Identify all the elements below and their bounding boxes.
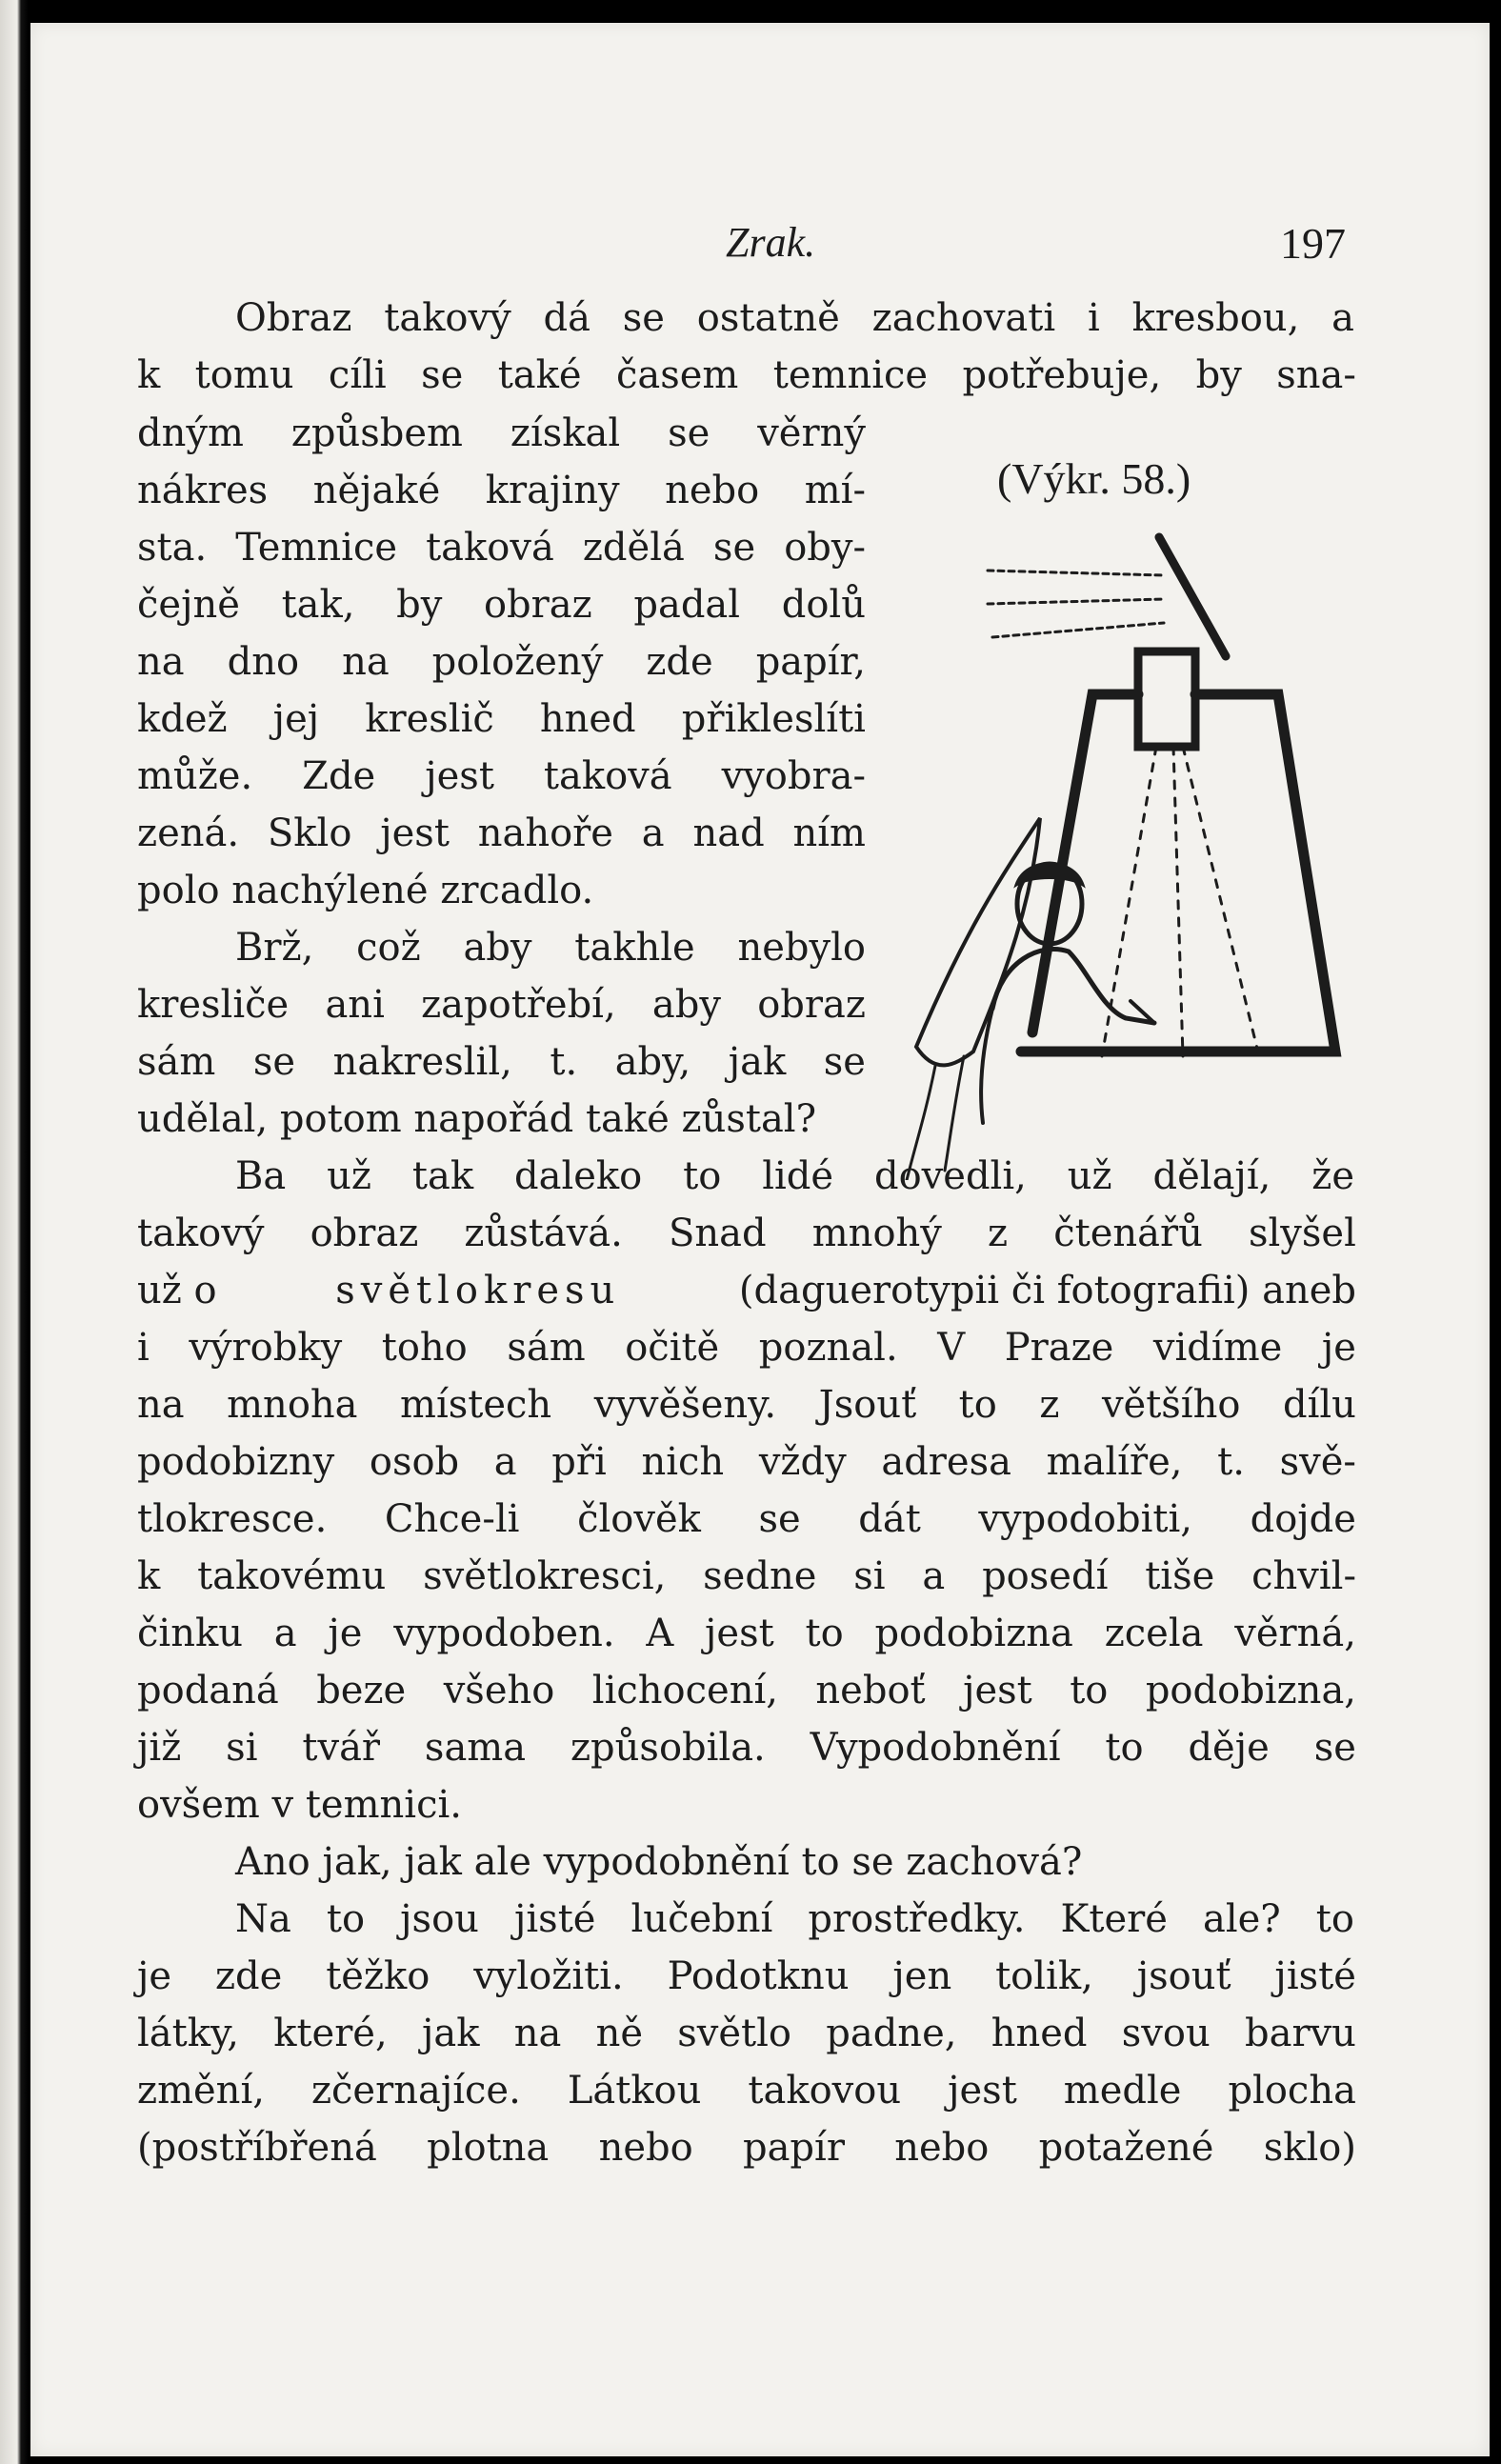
word: Praze [1004, 1326, 1114, 1370]
word: změní, [137, 2069, 265, 2113]
word: hned [539, 697, 636, 741]
word: nakreslil, [332, 1040, 512, 1084]
word: je [328, 1612, 363, 1655]
word: obraz [757, 983, 866, 1027]
light-ray-line [992, 623, 1164, 637]
word: posedí [982, 1554, 1109, 1598]
word: takový [384, 296, 511, 340]
text-line [137, 1492, 1356, 1546]
text-line [137, 1207, 1356, 1260]
word: jest [380, 811, 450, 855]
word: se [668, 411, 710, 455]
word: daleko [513, 1154, 643, 1198]
word: mí- [804, 469, 866, 512]
word: při [551, 1440, 607, 1484]
word: i [137, 1326, 150, 1370]
word: temnice [772, 353, 929, 397]
word: mnohý [811, 1212, 942, 1255]
word: padal [633, 583, 741, 627]
word: padne, [826, 2012, 957, 2055]
projection-ray [1173, 747, 1183, 1056]
word: obraz [483, 583, 592, 627]
text-line [235, 1893, 1354, 1946]
word: nějaké [312, 469, 441, 512]
word: beze [316, 1669, 407, 1713]
word: na [513, 2012, 562, 2055]
word: a [493, 1440, 517, 1484]
word: Brž, [235, 926, 314, 970]
word: by [396, 583, 443, 627]
word: kresbou, [1131, 296, 1300, 340]
text-line [137, 2064, 1356, 2117]
word: všeho [443, 1669, 555, 1713]
word: prostředky. [808, 1897, 1026, 1941]
word: podobizny [137, 1440, 335, 1484]
text-line [137, 578, 866, 631]
word: to [326, 1897, 366, 1941]
word: plotna [427, 2126, 550, 2170]
word: výrobky [189, 1326, 343, 1370]
text-line [137, 1607, 1356, 1660]
text-line [137, 2121, 1356, 2174]
word: taková [543, 754, 672, 798]
word: děje [1188, 1726, 1270, 1770]
word: jak [728, 1040, 787, 1084]
word: k [137, 353, 161, 397]
word: na [137, 640, 185, 684]
word: a [922, 1554, 946, 1598]
word: neboť [815, 1669, 926, 1713]
word: většího [1101, 1383, 1241, 1427]
word: kresliče [137, 983, 290, 1027]
word: aby [463, 926, 532, 970]
word: že [1311, 1154, 1354, 1198]
word: Které [1060, 1897, 1168, 1941]
word: věrný [757, 411, 866, 455]
word: z [1039, 1383, 1060, 1427]
spaced-term: světlokresu [335, 1269, 621, 1312]
word: už [327, 1154, 371, 1198]
word: již [137, 1726, 182, 1770]
word: sedne [703, 1554, 817, 1598]
word: se [823, 1040, 866, 1084]
word: zdělá [582, 526, 685, 570]
text-line [137, 1321, 1356, 1374]
word: medle [1063, 2069, 1182, 2113]
word: dným [137, 411, 244, 455]
word: může. [137, 754, 253, 798]
word: takhle [574, 926, 695, 970]
word: nad [692, 811, 765, 855]
word: ním [792, 811, 866, 855]
word: dno [227, 640, 300, 684]
word: oby- [784, 526, 866, 570]
word: na [342, 640, 390, 684]
word: tiše [1145, 1554, 1215, 1598]
book-page [30, 23, 1490, 2456]
word: ale? [1202, 1897, 1281, 1941]
word: t. [550, 1040, 578, 1084]
word: světlo [677, 2012, 791, 2055]
text-line [235, 1150, 1354, 1203]
word: cíli [328, 353, 387, 397]
word: Podotknu [667, 1954, 850, 1998]
word: chvil- [1251, 1554, 1356, 1598]
word: Zde [302, 754, 376, 798]
word: Obraz [235, 296, 352, 340]
word: sám [507, 1326, 586, 1370]
word: sna- [1276, 353, 1356, 397]
word: vždy [758, 1440, 847, 1484]
text-line [137, 692, 866, 746]
word: časem [615, 353, 739, 397]
word: sklo) [1263, 2126, 1356, 2170]
word: hned [991, 2012, 1088, 2055]
word: takovému [197, 1554, 387, 1598]
word: si [853, 1554, 886, 1598]
word: vyvěšeny. [593, 1383, 777, 1427]
word: jen [892, 1954, 952, 1998]
projection-ray [1183, 747, 1259, 1056]
word: jisté [513, 1897, 596, 1941]
word: vyobra- [721, 754, 866, 798]
word: k [137, 1554, 161, 1598]
word: (postříbřená [137, 2126, 377, 2170]
word: podaná [137, 1669, 279, 1713]
word: světlokresci, [423, 1554, 667, 1598]
text-line [137, 1721, 1356, 1774]
word: plocha [1228, 2069, 1356, 2113]
word: Snad [669, 1212, 767, 1255]
word: které, [273, 2012, 388, 2055]
word: to [805, 1612, 844, 1655]
mirror-icon [1159, 537, 1226, 656]
word: položený [431, 640, 604, 684]
word: a [641, 811, 665, 855]
word: aby [651, 983, 721, 1027]
word: lučební [630, 1897, 773, 1941]
word: tvář [302, 1726, 381, 1770]
word: tolik, [995, 1954, 1093, 1998]
word: tomu [194, 353, 294, 397]
word: ani [325, 983, 385, 1027]
word: zachovati [871, 296, 1056, 340]
word: dovedli, [873, 1154, 1027, 1198]
word: vypodoben. [393, 1612, 615, 1655]
word: také [497, 353, 582, 397]
text-line [137, 635, 866, 689]
page-number: 197 [1280, 219, 1346, 268]
text-line [137, 349, 1356, 402]
word: jest [425, 754, 494, 798]
word: jsou [400, 1897, 479, 1941]
word: tak [411, 1154, 474, 1198]
word: látky, [137, 2012, 239, 2055]
word: nahoře [477, 811, 613, 855]
word: A [646, 1612, 674, 1655]
word: jej [272, 697, 320, 741]
word: podobizna [874, 1612, 1073, 1655]
word: jest [963, 1669, 1032, 1713]
text-line-with-spaced-word [137, 1264, 1356, 1317]
word: se [712, 526, 756, 570]
word: dolů [781, 583, 866, 627]
word: zapotřebí, [421, 983, 616, 1027]
lens-box-icon [1138, 651, 1195, 747]
word: papír [742, 2126, 845, 2170]
word: nich [641, 1440, 725, 1484]
word: činku [137, 1612, 243, 1655]
word: Vypodobnění [810, 1726, 1061, 1770]
word: Temnice [235, 526, 398, 570]
word: těžko [326, 1954, 430, 1998]
word: se [421, 353, 464, 397]
word: zde [646, 640, 713, 684]
word: lidé [762, 1154, 834, 1198]
word: dát [858, 1497, 921, 1541]
text-line [235, 291, 1354, 345]
word: zůstává. [464, 1212, 623, 1255]
word: čejně [137, 583, 240, 627]
word: jisté [1274, 1954, 1356, 1998]
word: kreslič [365, 697, 494, 741]
word: to [958, 1383, 997, 1427]
word: zčernajíce. [310, 2069, 521, 2113]
word: mnoha [227, 1383, 358, 1427]
word: nákres [137, 469, 269, 512]
text-line [137, 750, 866, 803]
word: aby, [614, 1040, 691, 1084]
word: nebo [665, 469, 760, 512]
word: se [622, 296, 665, 340]
word: lichocení, [591, 1669, 778, 1713]
word: dojde [1250, 1497, 1356, 1541]
text-line [137, 978, 866, 1032]
word: člověk [577, 1497, 701, 1541]
text-line: ovšem v temnici. [137, 1783, 462, 1827]
word: je [1321, 1326, 1356, 1370]
text-line [137, 1550, 1356, 1603]
word: V [937, 1326, 966, 1370]
text-line: polo nachýlené zrcadlo. [137, 869, 594, 912]
text-line [137, 407, 866, 460]
word: věrná, [1234, 1612, 1356, 1655]
word: svě- [1279, 1440, 1356, 1484]
word: nebo [894, 2126, 990, 2170]
word: krajiny [485, 469, 620, 512]
word: získal [510, 411, 621, 455]
figure-caption: (Výkr. 58.) [997, 454, 1191, 503]
word: osob [369, 1440, 460, 1484]
text-line [137, 2007, 1356, 2060]
word: svou [1121, 2012, 1211, 2055]
word: se [252, 1040, 296, 1084]
word: i [1087, 296, 1100, 340]
word: nebo [598, 2126, 693, 2170]
text-line [137, 1664, 1356, 1717]
running-header-title: Zrak. [726, 219, 816, 266]
word: zená. [137, 811, 240, 855]
word: vidíme [1152, 1326, 1283, 1370]
text-line [137, 1378, 1356, 1432]
word: nebylo [737, 926, 866, 970]
word: poznal. [758, 1326, 898, 1370]
word: Látkou [567, 2069, 702, 2113]
word: Chce-li [384, 1497, 520, 1541]
word: dílu [1282, 1383, 1356, 1427]
word: jak [421, 2012, 480, 2055]
word: Na [235, 1897, 291, 1941]
word: to [1315, 1897, 1354, 1941]
word: barvu [1245, 2012, 1356, 2055]
text-line [137, 807, 866, 860]
word: dělají, [1152, 1154, 1271, 1198]
word: Ba [235, 1154, 287, 1198]
camera-obscura-illustration [897, 532, 1354, 1180]
word: zde [214, 1954, 283, 1998]
word: tak, [281, 583, 355, 627]
word: tlokresce. [137, 1497, 328, 1541]
light-ray-line [988, 571, 1164, 575]
word: potažené [1038, 2126, 1214, 2170]
word: toho [381, 1326, 468, 1370]
word: podobizna, [1145, 1669, 1356, 1713]
word: zcela [1104, 1612, 1204, 1655]
word: sta. [137, 526, 208, 570]
word: dá [543, 296, 590, 340]
word: místech [400, 1383, 552, 1427]
word: Jsouť [818, 1383, 917, 1427]
curtain-icon [916, 818, 1040, 1065]
word: čtenářů [1053, 1212, 1203, 1255]
word: takový [137, 1212, 265, 1255]
light-ray-line [988, 599, 1164, 604]
text-line [137, 521, 866, 574]
word: taková [426, 526, 554, 570]
text-line: Ano jak, jak ale vypodobnění to se zachová? [235, 1840, 1083, 1884]
word: malíře, [1046, 1440, 1183, 1484]
word: vypodobiti, [978, 1497, 1192, 1541]
word: způsobila. [570, 1726, 766, 1770]
word: způsbem [290, 411, 463, 455]
word: jest [705, 1612, 774, 1655]
word: takovou [748, 2069, 902, 2113]
text-line [235, 921, 866, 974]
word: adresa [881, 1440, 1011, 1484]
word: se [1313, 1726, 1356, 1770]
word: ostatně [696, 296, 840, 340]
word: sám [137, 1040, 216, 1084]
word: už [1067, 1154, 1112, 1198]
word: sama [424, 1726, 527, 1770]
word: potřebuje, [962, 353, 1162, 397]
word: kdež [137, 697, 228, 741]
word: z [988, 1212, 1009, 1255]
word: to [1070, 1669, 1109, 1713]
word: a [1331, 296, 1354, 340]
word: vyložiti. [473, 1954, 624, 1998]
word: přikleslíti [681, 697, 866, 741]
text-line [137, 1035, 866, 1089]
word: jsouť [1136, 1954, 1231, 1998]
word: a [273, 1612, 297, 1655]
draughtsman-hair [1016, 864, 1083, 886]
word: na [137, 1383, 185, 1427]
word: ně [595, 2012, 643, 2055]
word: se [758, 1497, 801, 1541]
word: očitě [625, 1326, 720, 1370]
text-fragment: už o [137, 1269, 217, 1312]
word: by [1195, 353, 1242, 397]
book-spine-edge [0, 0, 29, 2464]
word: to [683, 1154, 722, 1198]
word: si [226, 1726, 258, 1770]
word: Sklo [267, 811, 352, 855]
word: je [137, 1954, 172, 1998]
word: jest [948, 2069, 1017, 2113]
word: obraz [310, 1212, 419, 1255]
word: což [356, 926, 421, 970]
text-line: udělal, potom napořád také zůstal? [137, 1097, 817, 1141]
draughtsman-arm [992, 950, 1154, 1024]
word: slyšel [1248, 1212, 1356, 1255]
word: to [1105, 1726, 1144, 1770]
word: t. [1217, 1440, 1245, 1484]
text-line [137, 1950, 1356, 2003]
text-fragment: (daguerotypii či fotografii) aneb [738, 1269, 1356, 1312]
text-line [137, 464, 866, 517]
word: papír, [755, 640, 866, 684]
text-line [137, 1435, 1356, 1489]
